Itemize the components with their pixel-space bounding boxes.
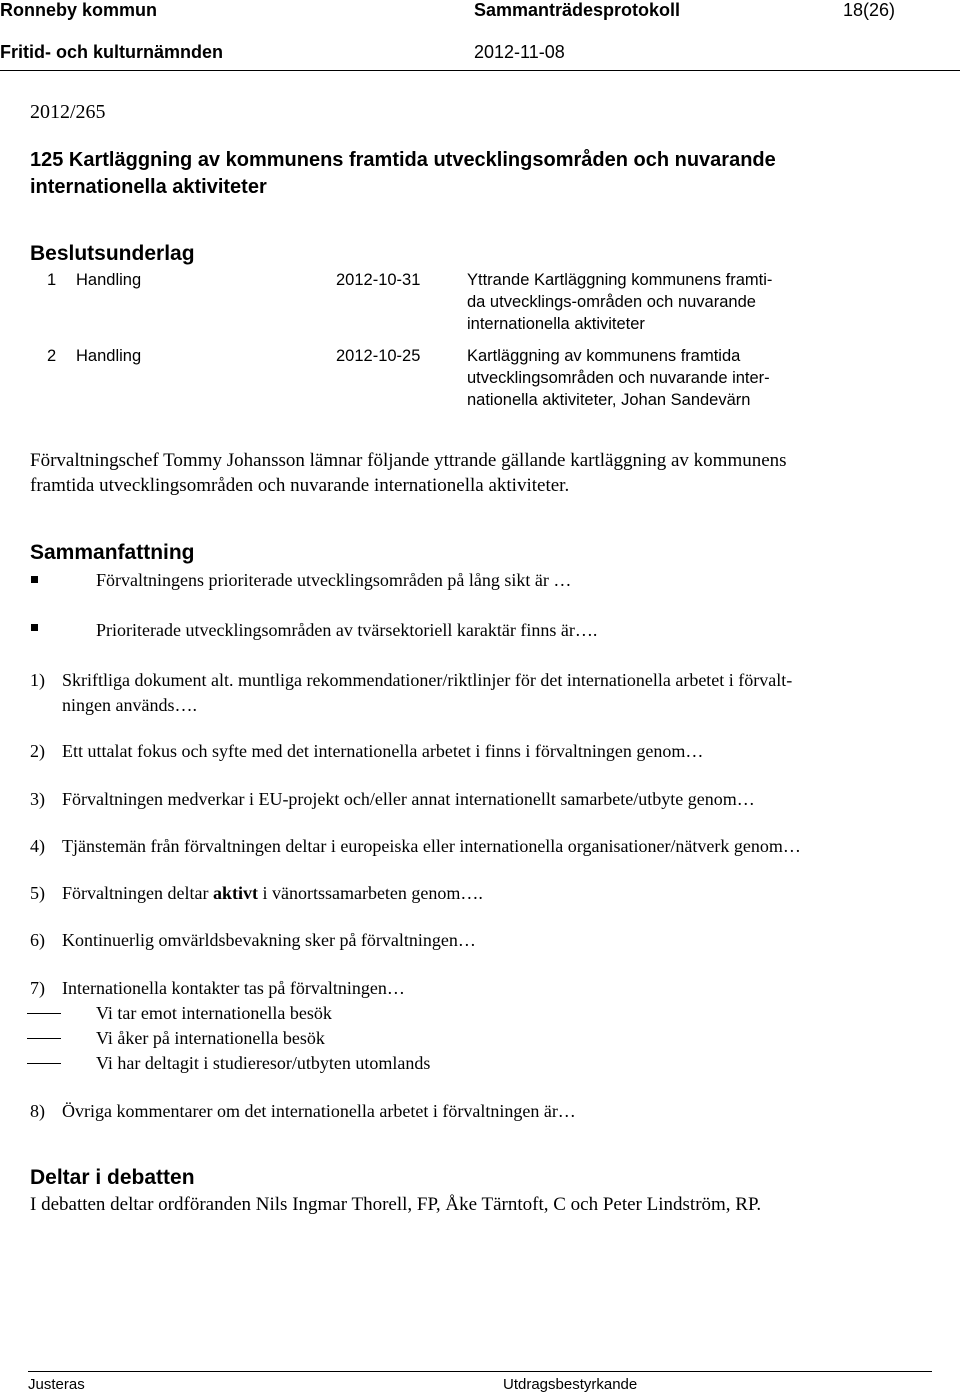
sub-item: Vi åker på internationella besök <box>96 1028 325 1048</box>
item-number: 8) <box>30 1101 45 1121</box>
footer-justeras: Justeras <box>28 1376 85 1393</box>
case-number: 2012/265 <box>30 101 106 123</box>
footer-utdragsbestyrkande: Utdragsbestyrkande <box>503 1376 638 1393</box>
item-number: 2) <box>30 741 45 761</box>
summary-bullet: Förvaltningens prioriterade utvecklingsområden på lång sikt är … <box>96 570 572 590</box>
list-item: Ett uttalat fokus och syfte med det internationella arbetet i finns i förvaltningen genom… <box>62 741 704 761</box>
list-item: Tjänstemän från förvaltningen deltar i europeiska eller internationella organisationer/nätverk genom… <box>62 836 801 856</box>
debatten-heading: Deltar i debatten <box>30 1166 195 1189</box>
list-item-text: Förvaltningen deltar <box>62 883 213 903</box>
list-item: Internationella kontakter tas på förvaltningen… <box>62 978 405 998</box>
item-number: 1) <box>30 670 45 690</box>
sub-item: Vi har deltagit i studieresor/utbyten utomlands <box>96 1053 431 1073</box>
document-number: 1 <box>47 271 57 289</box>
item-number: 4) <box>30 836 45 856</box>
list-item: Kontinuerlig omvärldsbevakning sker på förvaltningen… <box>62 930 476 950</box>
description-line: Yttrande Kartläggning kommunens framti- <box>467 271 773 289</box>
dash-bullet-icon <box>27 1038 61 1039</box>
municipality-name: Ronneby kommun <box>0 0 158 20</box>
list-item: Övriga kommentarer om det internationella arbetet i förvaltningen är… <box>62 1101 576 1121</box>
page-title <box>30 147 930 201</box>
list-item <box>62 881 483 906</box>
document-date: 2012-10-31 <box>336 271 421 289</box>
list-item: Förvaltningen medverkar i EU-projekt och/eller annat internationellt samarbete/utbyte genom… <box>62 789 755 809</box>
item-number: 5) <box>30 883 45 903</box>
beslutsunderlag-heading: Beslutsunderlag <box>30 242 195 265</box>
intro-line-2: framtida utvecklingsområden och nuvarande internationella aktiviteter. <box>30 475 570 496</box>
committee-name: Fritid- och kulturnämnden <box>0 42 223 62</box>
square-bullet-icon <box>31 576 38 583</box>
dash-bullet-icon <box>27 1063 61 1064</box>
dash-bullet-icon <box>27 1013 61 1014</box>
description-line: internationella aktiviteter <box>467 315 645 333</box>
sub-item: Vi tar emot internationella besök <box>96 1003 332 1023</box>
document-description <box>467 345 770 411</box>
summary-bullet: Prioriterade utvecklingsområden av tvärsektoriell karaktär finns är…. <box>96 620 598 640</box>
debatten-text: I debatten deltar ordföranden Nils Ingmar Thorell, FP, Åke Tärntoft, C och Peter Lindström, RP. <box>30 1194 762 1215</box>
title-line-2: internationella aktiviteter <box>30 176 267 198</box>
description-line: Kartläggning av kommunens framtida <box>467 347 741 365</box>
footer-rule <box>28 1371 932 1372</box>
emphasis-text: aktivt <box>212 883 258 903</box>
title-line-1: 125 Kartläggning av kommunens framtida utvecklingsområden och nuvarande <box>30 149 776 171</box>
document-number: 2 <box>47 347 57 365</box>
page-number: 18(26) <box>843 0 896 20</box>
square-bullet-icon <box>31 624 38 631</box>
description-line: utvecklingsområden och nuvarande inter- <box>467 369 770 387</box>
document-type: Handling <box>76 347 142 365</box>
intro-line-1: Förvaltningschef Tommy Johansson lämnar följande yttrande gällande kartläggning av kommunens <box>30 450 787 471</box>
sammanfattning-heading: Sammanfattning <box>30 541 195 564</box>
intro-paragraph <box>30 448 787 498</box>
item-number: 3) <box>30 789 45 809</box>
list-item-text: i vänortssamarbeten genom…. <box>257 883 483 903</box>
item-number: 7) <box>30 978 45 998</box>
list-item-line: Skriftliga dokument alt. muntliga rekommendationer/riktlinjer för det internationella arbetet i förvalt- <box>62 670 793 690</box>
document-date: 2012-10-25 <box>336 347 421 365</box>
description-line: da utvecklings-områden och nuvarande <box>467 293 756 311</box>
list-item-line: ningen används…. <box>62 695 197 715</box>
meeting-date: 2012-11-08 <box>474 42 565 62</box>
document-description <box>467 269 772 335</box>
document-type: Handling <box>76 271 142 289</box>
document-type: Sammanträdesprotokoll <box>474 0 681 20</box>
description-line: nationella aktiviteter, Johan Sandevärn <box>467 391 751 409</box>
item-number: 6) <box>30 930 45 950</box>
list-item <box>62 668 792 718</box>
header-rule <box>0 70 960 71</box>
